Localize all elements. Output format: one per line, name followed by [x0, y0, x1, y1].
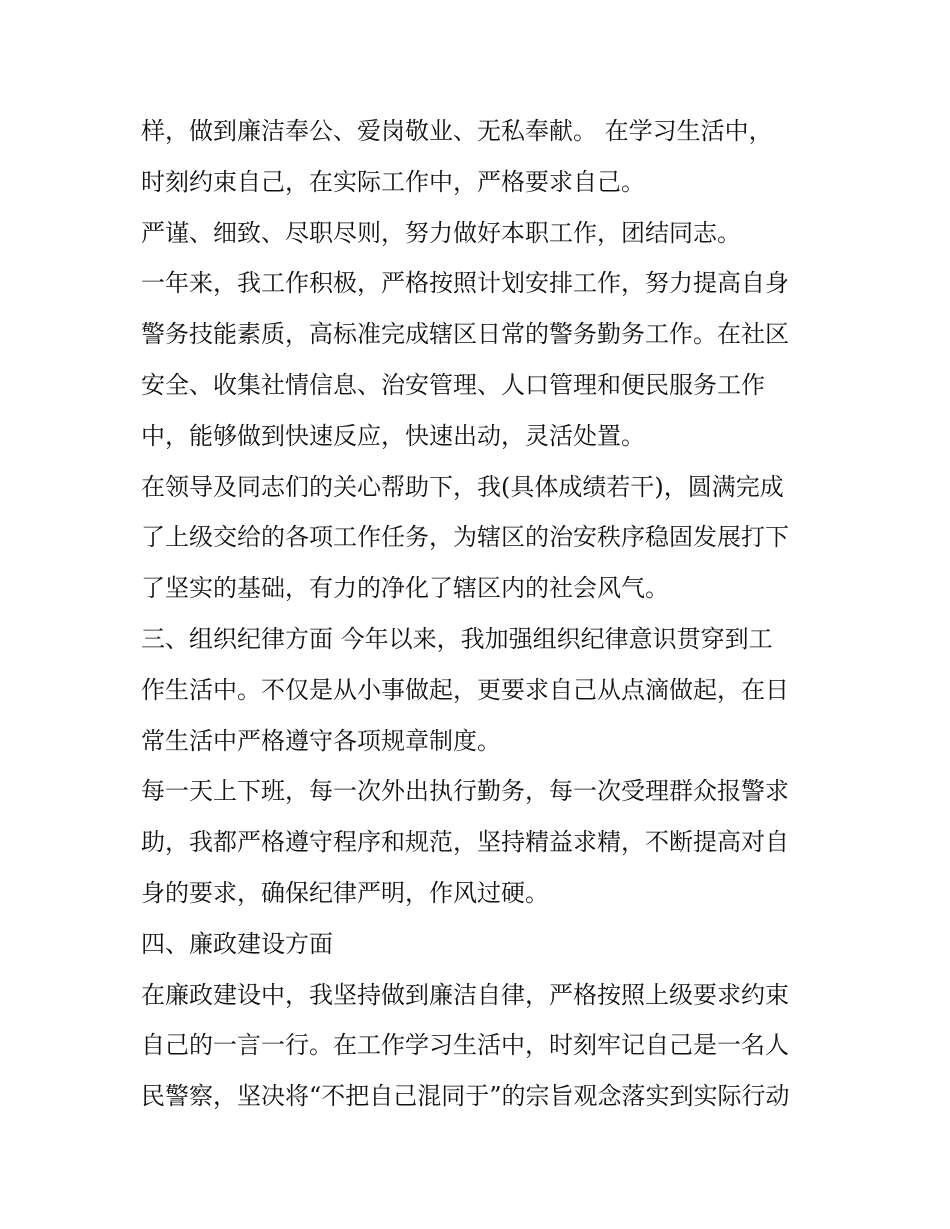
text-line: 在领导及同志们的关心帮助下，我(具体成绩若干)，圆满完成 [141, 472, 784, 501]
text-line: 了坚实的基础，有力的净化了辖区内的社会风气。 [141, 574, 669, 603]
text-line: 身的要求，确保纪律严明，作风过硬。 [141, 878, 549, 907]
text-line: 时刻约束自己，在实际工作中，严格要求自己。 [141, 167, 645, 196]
text-line: 警务技能素质，高标准完成辖区日常的警务勤务工作。在社区 [141, 320, 789, 349]
text-line: 一年来，我工作积极，严格按照计划安排工作，努力提高自身 [141, 269, 789, 298]
text-line: 每一天上下班，每一次外出执行勤务，每一次受理群众报警求 [141, 777, 789, 806]
text-line: 在廉政建设中，我坚持做到廉洁自律，严格按照上级要求约束 [141, 980, 789, 1009]
section-heading-line: 三、组织纪律方面 今年以来，我加强组织纪律意识贯穿到工 [141, 624, 773, 653]
text-line: 中，能够做到快速反应，快速出动，灵活处置。 [141, 421, 645, 450]
text-line: 民警察，坚决将“不把自己混同于”的宗旨观念落实到实际行动 [141, 1082, 790, 1111]
text-line: 样，做到廉洁奉公、爱岗敬业、无私奉献。 在学习生活中， [141, 117, 773, 145]
text-line: 安全、收集社情信息、治安管理、人口管理和便民服务工作 [141, 370, 765, 399]
text-line: 助，我都严格遵守程序和规范，坚持精益求精，不断提高对自 [141, 828, 789, 857]
text-line: 常生活中严格遵守各项规章制度。 [141, 726, 501, 755]
document-body [141, 106, 821, 1122]
text-line: 作生活中。不仅是从小事做起，更要求自己从点滴做起，在日 [141, 675, 789, 704]
section-heading: 四、廉政建设方面 [141, 929, 333, 958]
text-line: 严谨、细致、尽职尽则，努力做好本职工作，团结同志。 [141, 218, 741, 247]
text-line: 自己的一言一行。在工作学习生活中，时刻牢记自己是一名人 [141, 1031, 789, 1060]
text-line: 了上级交给的各项工作任务，为辖区的治安秩序稳固发展打下 [141, 523, 789, 552]
